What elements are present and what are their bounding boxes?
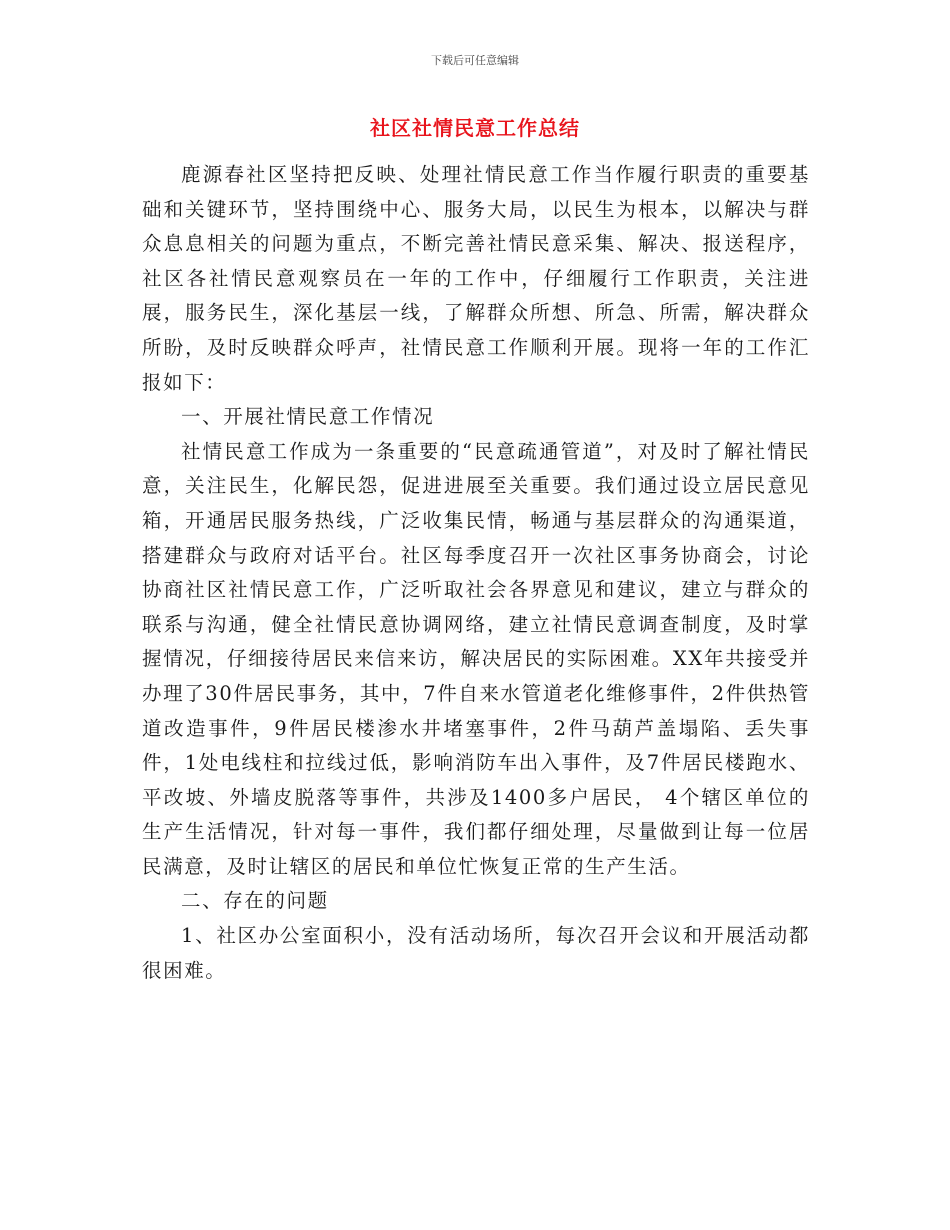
- section-heading-1: 一、开展社情民意工作情况: [181, 405, 435, 429]
- paragraph-issue-1: 1、社区办公室面积小，没有活动场所，每次召开会议和开展活动都很困难。: [142, 924, 810, 982]
- paragraph-intro: 鹿源春社区坚持把反映、处理社情民意工作当作履行职责的重要基础和关键环节，坚持围绕中心、服务大局，以民生为根本，以解决与群众息息相关的问题为重点，不断完善社情民意采集、解决、报送程序，社区各社情民意观察员在一年的工作中，仔细履行工作职责，关注进展，服务民生，深化基层一线，了解群众所想、所急、所需，解决群众所盼，及时反映群众呼声，社情民意工作顺利开展。现将一年的工作汇报如下：: [142, 163, 810, 394]
- paragraph-section-1: 社情民意工作成为一条重要的“民意疏通管道”，对及时了解社情民意，关注民生，化解民怨，促进进展至关重要。我们通过设立居民意见箱，开通居民服务热线，广泛收集民情，畅通与基层群众的沟通渠道，搭建群众与政府对话平台。社区每季度召开一次社区事务协商会，讨论协商社区社情民意工作，广泛听取社会各界意见和建议，建立与群众的联系与沟通，健全社情民意协调网络，建立社情民意调查制度，及时掌握情况，仔细接待居民来信来访，解决居民的实际困难。XX年共接受并办理了30件居民事务，其中，7件自来水管道老化维修事件，2件供热管道改造事件，9件居民楼渗水井堵塞事件，2件马葫芦盖塌陷、丢失事件，1处电线柱和拉线过低，影响消防车出入事件，及7件居民楼跑水、平改坡、外墙皮脱落等事件，共涉及1400多户居民， 4个辖区单位的生产生活情况，针对每一事件，我们都仔细处理，尽量做到让每一位居民满意，及时让辖区的居民和单位忙恢复正常的生产生活。: [142, 439, 810, 878]
- section-heading-2: 二、存在的问题: [181, 889, 329, 913]
- page-header-note: 下载后可任意编辑: [431, 54, 519, 67]
- document-body: [142, 158, 810, 988]
- document-title: 社区社情民意工作总结: [370, 116, 580, 140]
